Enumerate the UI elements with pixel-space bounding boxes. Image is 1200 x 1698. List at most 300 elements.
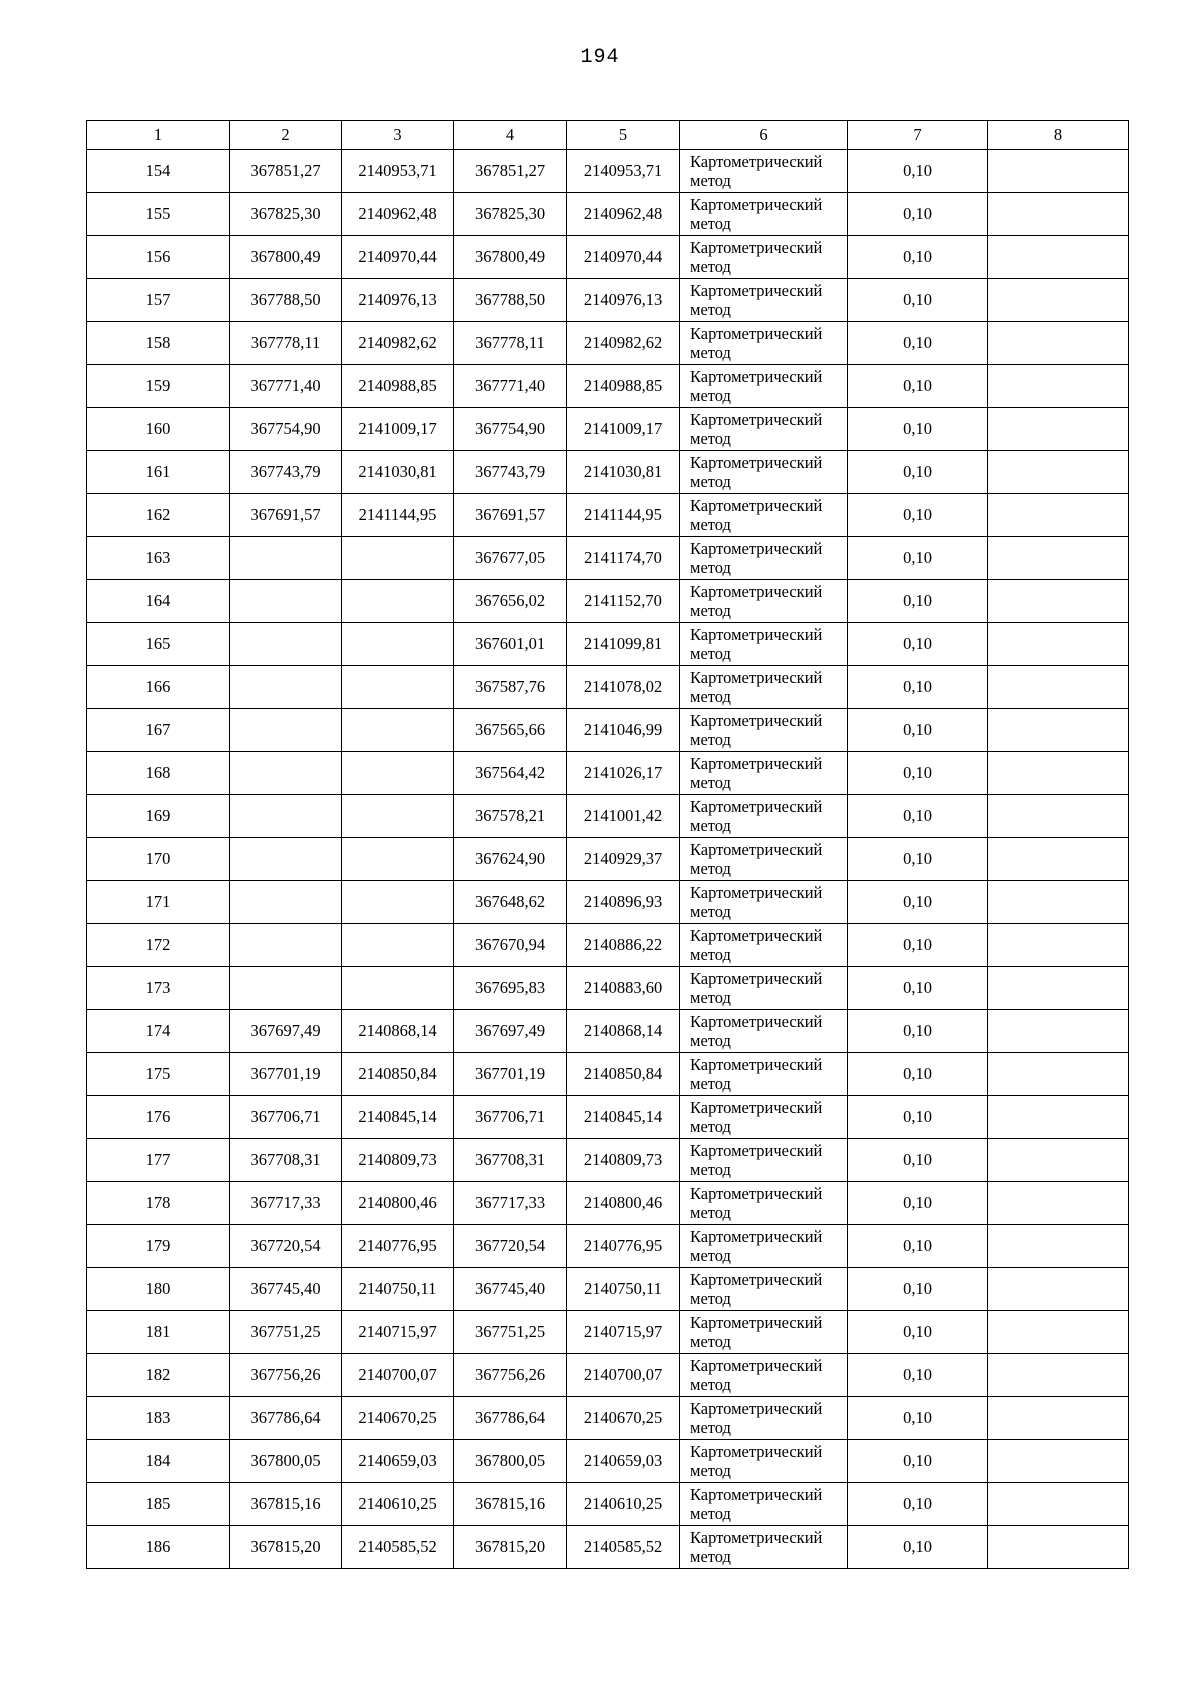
- point-number-cell: 175: [87, 1053, 230, 1096]
- column-header: 2: [230, 121, 342, 150]
- x-refined-cell: 367788,50: [454, 279, 567, 322]
- x-refined-cell: 367786,64: [454, 1397, 567, 1440]
- accuracy-cell: 0,10: [848, 967, 988, 1010]
- table-row: [87, 580, 1129, 623]
- y-existing-cell: 2141144,95: [342, 494, 454, 537]
- table-row: [87, 881, 1129, 924]
- accuracy-cell: 0,10: [848, 279, 988, 322]
- y-refined-cell: 2140750,11: [567, 1268, 680, 1311]
- point-number-cell: 178: [87, 1182, 230, 1225]
- method-cell: Картометрический метод: [680, 1397, 848, 1440]
- accuracy-cell: 0,10: [848, 795, 988, 838]
- y-existing-cell: [342, 709, 454, 752]
- note-cell: [988, 1225, 1129, 1268]
- x-refined-cell: 367754,90: [454, 408, 567, 451]
- x-existing-cell: 367754,90: [230, 408, 342, 451]
- accuracy-cell: 0,10: [848, 666, 988, 709]
- point-number-cell: 186: [87, 1526, 230, 1569]
- table-row: [87, 451, 1129, 494]
- method-cell: Картометрический метод: [680, 709, 848, 752]
- point-number-cell: 159: [87, 365, 230, 408]
- method-cell: Картометрический метод: [680, 580, 848, 623]
- y-existing-cell: 2140845,14: [342, 1096, 454, 1139]
- point-number-cell: 170: [87, 838, 230, 881]
- note-cell: [988, 1139, 1129, 1182]
- point-number-cell: 182: [87, 1354, 230, 1397]
- method-cell: Картометрический метод: [680, 1483, 848, 1526]
- point-number-cell: 164: [87, 580, 230, 623]
- accuracy-cell: 0,10: [848, 365, 988, 408]
- point-number-cell: 183: [87, 1397, 230, 1440]
- x-existing-cell: [230, 967, 342, 1010]
- column-header: 3: [342, 121, 454, 150]
- y-existing-cell: [342, 881, 454, 924]
- x-existing-cell: 367771,40: [230, 365, 342, 408]
- table-row: [87, 1010, 1129, 1053]
- y-refined-cell: 2141099,81: [567, 623, 680, 666]
- x-existing-cell: 367756,26: [230, 1354, 342, 1397]
- table-row: [87, 709, 1129, 752]
- note-cell: [988, 709, 1129, 752]
- method-cell: Картометрический метод: [680, 795, 848, 838]
- y-refined-cell: 2141174,70: [567, 537, 680, 580]
- y-existing-cell: [342, 666, 454, 709]
- x-existing-cell: [230, 924, 342, 967]
- y-existing-cell: [342, 795, 454, 838]
- x-existing-cell: [230, 623, 342, 666]
- method-cell: Картометрический метод: [680, 881, 848, 924]
- x-existing-cell: 367720,54: [230, 1225, 342, 1268]
- table-row: [87, 666, 1129, 709]
- accuracy-cell: 0,10: [848, 1483, 988, 1526]
- x-refined-cell: 367565,66: [454, 709, 567, 752]
- accuracy-cell: 0,10: [848, 1311, 988, 1354]
- method-cell: Картометрический метод: [680, 1139, 848, 1182]
- table-row: [87, 322, 1129, 365]
- x-existing-cell: [230, 666, 342, 709]
- note-cell: [988, 1483, 1129, 1526]
- y-refined-cell: 2140982,62: [567, 322, 680, 365]
- point-number-cell: 172: [87, 924, 230, 967]
- table-row: [87, 924, 1129, 967]
- y-existing-cell: [342, 623, 454, 666]
- point-number-cell: 162: [87, 494, 230, 537]
- method-cell: Картометрический метод: [680, 408, 848, 451]
- column-header: 7: [848, 121, 988, 150]
- method-cell: Картометрический метод: [680, 1010, 848, 1053]
- method-cell: Картометрический метод: [680, 236, 848, 279]
- x-existing-cell: [230, 838, 342, 881]
- accuracy-cell: 0,10: [848, 838, 988, 881]
- method-cell: Картометрический метод: [680, 1053, 848, 1096]
- accuracy-cell: 0,10: [848, 494, 988, 537]
- table-row: [87, 795, 1129, 838]
- note-cell: [988, 881, 1129, 924]
- point-number-cell: 176: [87, 1096, 230, 1139]
- accuracy-cell: 0,10: [848, 193, 988, 236]
- method-cell: Картометрический метод: [680, 666, 848, 709]
- x-existing-cell: 367691,57: [230, 494, 342, 537]
- point-number-cell: 185: [87, 1483, 230, 1526]
- x-existing-cell: 367851,27: [230, 150, 342, 193]
- y-refined-cell: 2141001,42: [567, 795, 680, 838]
- note-cell: [988, 752, 1129, 795]
- note-cell: [988, 1440, 1129, 1483]
- y-existing-cell: 2140970,44: [342, 236, 454, 279]
- x-refined-cell: 367743,79: [454, 451, 567, 494]
- x-existing-cell: 367745,40: [230, 1268, 342, 1311]
- y-existing-cell: 2140659,03: [342, 1440, 454, 1483]
- column-header: 6: [680, 121, 848, 150]
- note-cell: [988, 1010, 1129, 1053]
- note-cell: [988, 623, 1129, 666]
- point-number-cell: 168: [87, 752, 230, 795]
- table-row: [87, 752, 1129, 795]
- accuracy-cell: 0,10: [848, 580, 988, 623]
- y-existing-cell: 2140715,97: [342, 1311, 454, 1354]
- table-row: [87, 494, 1129, 537]
- method-cell: Картометрический метод: [680, 1096, 848, 1139]
- table-body: [87, 150, 1129, 1569]
- y-existing-cell: 2140585,52: [342, 1526, 454, 1569]
- page-number: 194: [580, 46, 620, 69]
- method-cell: Картометрический метод: [680, 1311, 848, 1354]
- coordinates-table: [86, 120, 1129, 1569]
- y-existing-cell: 2140953,71: [342, 150, 454, 193]
- x-existing-cell: [230, 709, 342, 752]
- point-number-cell: 181: [87, 1311, 230, 1354]
- accuracy-cell: 0,10: [848, 881, 988, 924]
- accuracy-cell: 0,10: [848, 537, 988, 580]
- x-refined-cell: 367851,27: [454, 150, 567, 193]
- note-cell: [988, 150, 1129, 193]
- y-existing-cell: [342, 924, 454, 967]
- accuracy-cell: 0,10: [848, 236, 988, 279]
- x-refined-cell: 367751,25: [454, 1311, 567, 1354]
- x-refined-cell: 367708,31: [454, 1139, 567, 1182]
- y-refined-cell: 2141046,99: [567, 709, 680, 752]
- table-row: [87, 1268, 1129, 1311]
- point-number-cell: 163: [87, 537, 230, 580]
- y-refined-cell: 2141026,17: [567, 752, 680, 795]
- y-refined-cell: 2140962,48: [567, 193, 680, 236]
- note-cell: [988, 322, 1129, 365]
- accuracy-cell: 0,10: [848, 1397, 988, 1440]
- table-row: [87, 1225, 1129, 1268]
- accuracy-cell: 0,10: [848, 1182, 988, 1225]
- table-row: [87, 193, 1129, 236]
- accuracy-cell: 0,10: [848, 1268, 988, 1311]
- y-refined-cell: 2140896,93: [567, 881, 680, 924]
- x-refined-cell: 367587,76: [454, 666, 567, 709]
- point-number-cell: 161: [87, 451, 230, 494]
- table-row: [87, 150, 1129, 193]
- x-existing-cell: [230, 752, 342, 795]
- table-row: [87, 1354, 1129, 1397]
- y-existing-cell: [342, 838, 454, 881]
- x-refined-cell: 367717,33: [454, 1182, 567, 1225]
- x-existing-cell: 367800,49: [230, 236, 342, 279]
- point-number-cell: 154: [87, 150, 230, 193]
- point-number-cell: 167: [87, 709, 230, 752]
- y-existing-cell: [342, 580, 454, 623]
- note-cell: [988, 365, 1129, 408]
- x-refined-cell: 367706,71: [454, 1096, 567, 1139]
- table-row: [87, 623, 1129, 666]
- note-cell: [988, 666, 1129, 709]
- y-refined-cell: 2141152,70: [567, 580, 680, 623]
- y-refined-cell: 2140715,97: [567, 1311, 680, 1354]
- note-cell: [988, 279, 1129, 322]
- point-number-cell: 180: [87, 1268, 230, 1311]
- y-refined-cell: 2140850,84: [567, 1053, 680, 1096]
- method-cell: Картометрический метод: [680, 1526, 848, 1569]
- y-refined-cell: 2140809,73: [567, 1139, 680, 1182]
- header-row: [87, 121, 1129, 150]
- method-cell: Картометрический метод: [680, 967, 848, 1010]
- x-existing-cell: [230, 537, 342, 580]
- table-row: [87, 279, 1129, 322]
- x-refined-cell: 367815,20: [454, 1526, 567, 1569]
- accuracy-cell: 0,10: [848, 1010, 988, 1053]
- y-refined-cell: 2140585,52: [567, 1526, 680, 1569]
- x-existing-cell: 367708,31: [230, 1139, 342, 1182]
- note-cell: [988, 1526, 1129, 1569]
- y-refined-cell: 2140929,37: [567, 838, 680, 881]
- y-refined-cell: 2140610,25: [567, 1483, 680, 1526]
- x-existing-cell: 367701,19: [230, 1053, 342, 1096]
- method-cell: Картометрический метод: [680, 752, 848, 795]
- table-row: [87, 1440, 1129, 1483]
- table-row: [87, 408, 1129, 451]
- y-refined-cell: 2140886,22: [567, 924, 680, 967]
- x-existing-cell: 367825,30: [230, 193, 342, 236]
- accuracy-cell: 0,10: [848, 322, 988, 365]
- point-number-cell: 179: [87, 1225, 230, 1268]
- x-refined-cell: 367815,16: [454, 1483, 567, 1526]
- table-row: [87, 1139, 1129, 1182]
- table-row: [87, 236, 1129, 279]
- y-refined-cell: 2141078,02: [567, 666, 680, 709]
- column-header: 5: [567, 121, 680, 150]
- note-cell: [988, 838, 1129, 881]
- x-refined-cell: 367756,26: [454, 1354, 567, 1397]
- y-existing-cell: [342, 752, 454, 795]
- x-existing-cell: [230, 580, 342, 623]
- note-cell: [988, 967, 1129, 1010]
- method-cell: Картометрический метод: [680, 1225, 848, 1268]
- y-refined-cell: 2140800,46: [567, 1182, 680, 1225]
- point-number-cell: 156: [87, 236, 230, 279]
- column-header: 8: [988, 121, 1129, 150]
- x-refined-cell: 367825,30: [454, 193, 567, 236]
- method-cell: Картометрический метод: [680, 1268, 848, 1311]
- y-refined-cell: 2141030,81: [567, 451, 680, 494]
- note-cell: [988, 924, 1129, 967]
- note-cell: [988, 451, 1129, 494]
- y-existing-cell: [342, 967, 454, 1010]
- point-number-cell: 173: [87, 967, 230, 1010]
- note-cell: [988, 1354, 1129, 1397]
- table-row: [87, 1483, 1129, 1526]
- y-refined-cell: 2140700,07: [567, 1354, 680, 1397]
- column-header: 1: [87, 121, 230, 150]
- y-existing-cell: 2140610,25: [342, 1483, 454, 1526]
- method-cell: Картометрический метод: [680, 279, 848, 322]
- note-cell: [988, 580, 1129, 623]
- method-cell: Картометрический метод: [680, 838, 848, 881]
- y-existing-cell: 2140850,84: [342, 1053, 454, 1096]
- accuracy-cell: 0,10: [848, 1139, 988, 1182]
- y-refined-cell: 2140988,85: [567, 365, 680, 408]
- x-refined-cell: 367578,21: [454, 795, 567, 838]
- method-cell: Картометрический метод: [680, 623, 848, 666]
- y-refined-cell: 2140970,44: [567, 236, 680, 279]
- y-existing-cell: 2140776,95: [342, 1225, 454, 1268]
- y-existing-cell: 2140700,07: [342, 1354, 454, 1397]
- point-number-cell: 166: [87, 666, 230, 709]
- accuracy-cell: 0,10: [848, 1053, 988, 1096]
- table-row: [87, 1397, 1129, 1440]
- accuracy-cell: 0,10: [848, 1225, 988, 1268]
- accuracy-cell: 0,10: [848, 408, 988, 451]
- method-cell: Картометрический метод: [680, 451, 848, 494]
- y-refined-cell: 2140868,14: [567, 1010, 680, 1053]
- method-cell: Картометрический метод: [680, 924, 848, 967]
- method-cell: Картометрический метод: [680, 322, 848, 365]
- y-existing-cell: [342, 537, 454, 580]
- x-existing-cell: 367786,64: [230, 1397, 342, 1440]
- x-refined-cell: 367771,40: [454, 365, 567, 408]
- y-existing-cell: 2140809,73: [342, 1139, 454, 1182]
- x-refined-cell: 367691,57: [454, 494, 567, 537]
- x-refined-cell: 367564,42: [454, 752, 567, 795]
- point-number-cell: 177: [87, 1139, 230, 1182]
- x-refined-cell: 367701,19: [454, 1053, 567, 1096]
- y-existing-cell: 2140976,13: [342, 279, 454, 322]
- y-refined-cell: 2140883,60: [567, 967, 680, 1010]
- x-existing-cell: 367751,25: [230, 1311, 342, 1354]
- x-refined-cell: 367695,83: [454, 967, 567, 1010]
- y-existing-cell: 2140800,46: [342, 1182, 454, 1225]
- method-cell: Картометрический метод: [680, 150, 848, 193]
- note-cell: [988, 1268, 1129, 1311]
- method-cell: Картометрический метод: [680, 193, 848, 236]
- y-refined-cell: 2141144,95: [567, 494, 680, 537]
- table-row: [87, 1526, 1129, 1569]
- x-existing-cell: 367788,50: [230, 279, 342, 322]
- y-existing-cell: 2140982,62: [342, 322, 454, 365]
- table-row: [87, 537, 1129, 580]
- method-cell: Картометрический метод: [680, 537, 848, 580]
- y-existing-cell: 2140988,85: [342, 365, 454, 408]
- y-refined-cell: 2140776,95: [567, 1225, 680, 1268]
- accuracy-cell: 0,10: [848, 709, 988, 752]
- note-cell: [988, 408, 1129, 451]
- x-refined-cell: 367601,01: [454, 623, 567, 666]
- note-cell: [988, 1053, 1129, 1096]
- point-number-cell: 165: [87, 623, 230, 666]
- x-existing-cell: 367717,33: [230, 1182, 342, 1225]
- note-cell: [988, 795, 1129, 838]
- point-number-cell: 171: [87, 881, 230, 924]
- accuracy-cell: 0,10: [848, 1354, 988, 1397]
- note-cell: [988, 1096, 1129, 1139]
- accuracy-cell: 0,10: [848, 1440, 988, 1483]
- accuracy-cell: 0,10: [848, 1096, 988, 1139]
- table-row: [87, 1053, 1129, 1096]
- method-cell: Картометрический метод: [680, 1440, 848, 1483]
- accuracy-cell: 0,10: [848, 623, 988, 666]
- table-row: [87, 967, 1129, 1010]
- point-number-cell: 169: [87, 795, 230, 838]
- y-existing-cell: 2140868,14: [342, 1010, 454, 1053]
- y-refined-cell: 2140845,14: [567, 1096, 680, 1139]
- note-cell: [988, 193, 1129, 236]
- method-cell: Картометрический метод: [680, 1182, 848, 1225]
- accuracy-cell: 0,10: [848, 150, 988, 193]
- table-row: [87, 1096, 1129, 1139]
- x-existing-cell: [230, 795, 342, 838]
- y-refined-cell: 2140670,25: [567, 1397, 680, 1440]
- x-existing-cell: 367706,71: [230, 1096, 342, 1139]
- method-cell: Картометрический метод: [680, 494, 848, 537]
- table-row: [87, 838, 1129, 881]
- point-number-cell: 184: [87, 1440, 230, 1483]
- column-header: 4: [454, 121, 567, 150]
- method-cell: Картометрический метод: [680, 365, 848, 408]
- y-existing-cell: 2141009,17: [342, 408, 454, 451]
- table-row: [87, 1182, 1129, 1225]
- point-number-cell: 158: [87, 322, 230, 365]
- y-existing-cell: 2140962,48: [342, 193, 454, 236]
- x-refined-cell: 367745,40: [454, 1268, 567, 1311]
- accuracy-cell: 0,10: [848, 1526, 988, 1569]
- point-number-cell: 157: [87, 279, 230, 322]
- x-existing-cell: 367778,11: [230, 322, 342, 365]
- y-existing-cell: 2140670,25: [342, 1397, 454, 1440]
- y-refined-cell: 2140953,71: [567, 150, 680, 193]
- y-refined-cell: 2140976,13: [567, 279, 680, 322]
- x-refined-cell: 367670,94: [454, 924, 567, 967]
- point-number-cell: 160: [87, 408, 230, 451]
- x-existing-cell: 367743,79: [230, 451, 342, 494]
- x-refined-cell: 367778,11: [454, 322, 567, 365]
- accuracy-cell: 0,10: [848, 924, 988, 967]
- method-cell: Картометрический метод: [680, 1354, 848, 1397]
- x-refined-cell: 367656,02: [454, 580, 567, 623]
- note-cell: [988, 494, 1129, 537]
- y-refined-cell: 2141009,17: [567, 408, 680, 451]
- table-row: [87, 365, 1129, 408]
- note-cell: [988, 1397, 1129, 1440]
- x-refined-cell: 367697,49: [454, 1010, 567, 1053]
- accuracy-cell: 0,10: [848, 451, 988, 494]
- note-cell: [988, 1311, 1129, 1354]
- x-existing-cell: [230, 881, 342, 924]
- note-cell: [988, 1182, 1129, 1225]
- x-existing-cell: 367815,20: [230, 1526, 342, 1569]
- x-existing-cell: 367815,16: [230, 1483, 342, 1526]
- x-refined-cell: 367677,05: [454, 537, 567, 580]
- y-existing-cell: 2141030,81: [342, 451, 454, 494]
- note-cell: [988, 236, 1129, 279]
- x-existing-cell: 367697,49: [230, 1010, 342, 1053]
- y-refined-cell: 2140659,03: [567, 1440, 680, 1483]
- accuracy-cell: 0,10: [848, 752, 988, 795]
- x-refined-cell: 367800,05: [454, 1440, 567, 1483]
- x-refined-cell: 367800,49: [454, 236, 567, 279]
